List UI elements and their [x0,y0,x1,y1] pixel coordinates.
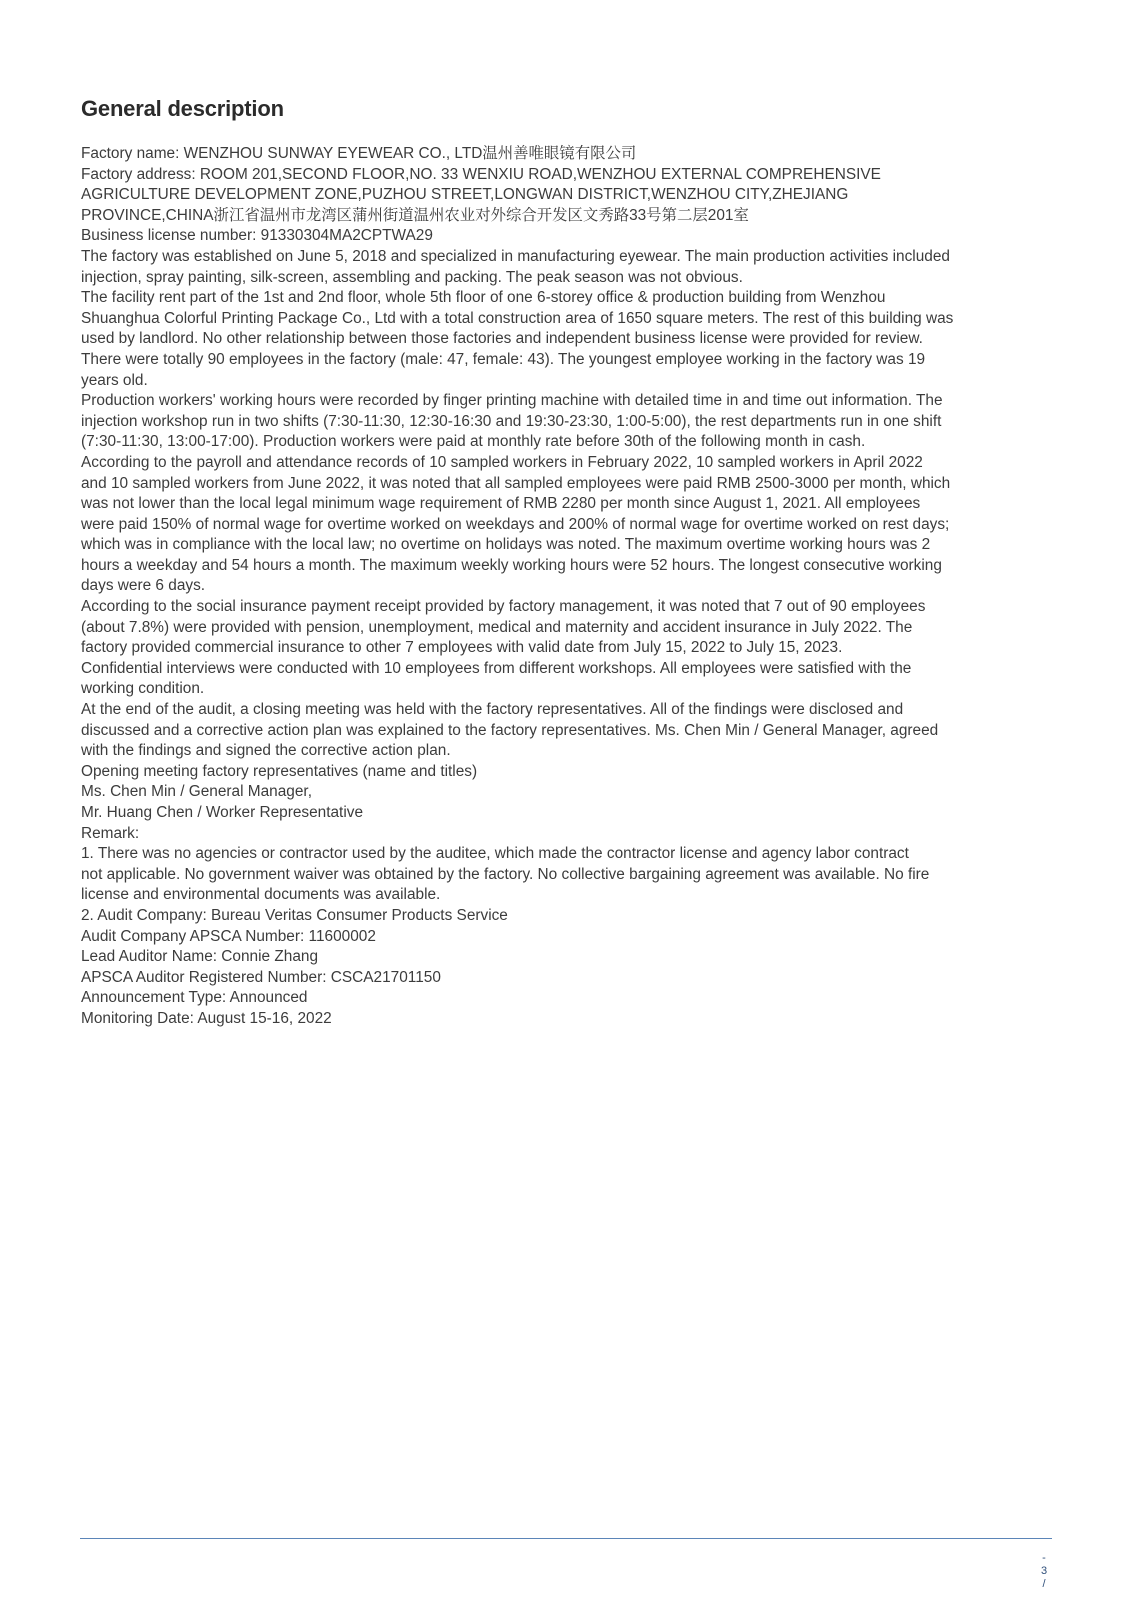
body-line: Audit Company APSCA Number: 11600002 [81,927,376,945]
body-line: which was in compliance with the local law; no overtime on holidays was noted. The maximum overtime working hours was 2 [81,536,931,554]
body-line: Factory address: ROOM 201,SECOND FLOOR,NO. 33 WENXIU ROAD,WENZHOU EXTERNAL COMPREHENSIVE [81,165,881,183]
body-line: The factory was established on June 5, 2018 and specialized in manufacturing eyewear. The main production activities included [81,247,950,265]
body-line: PROVINCE,CHINA浙江省温州市龙湾区蒲州街道温州农业对外综合开发区文秀路33号第二层201室 [81,206,749,224]
body-line: Opening meeting factory representatives (name and titles) [81,762,478,780]
body-line: working condition. [81,680,205,698]
body-line: (7:30-11:30, 13:00-17:00). Production workers were paid at monthly rate before 30th of the following month in cash. [81,433,866,451]
body-line: factory provided commercial insurance to other 7 employees with valid date from July 15, 2022 to July 15, 2023. [81,639,843,657]
body-line: Confidential interviews were conducted with 10 employees from different workshops. All employees were satisfied with the [81,659,912,677]
body-line: with the findings and signed the corrective action plan. [81,742,451,760]
page-number-mark: 3 [1040,1565,1048,1577]
body-line: Shuanghua Colorful Printing Package Co., Ltd with a total construction area of 1650 square meters. The rest of this building was [81,309,954,327]
page-number-mark: - [1042,1552,1046,1564]
body-line: Factory name: WENZHOU SUNWAY EYEWEAR CO., LTD温州善唯眼镜有限公司 [81,145,637,162]
body-line: Mr. Huang Chen / Worker Representative [81,804,364,821]
body-line: According to the payroll and attendance records of 10 sampled workers in February 2022, 10 sampled workers in April 2022 [81,453,923,471]
page-title: General description [81,96,284,121]
body-line: There were totally 90 employees in the factory (male: 47, female: 43). The youngest employee working in the factory was 19 [81,350,926,368]
body-line: not applicable. No government waiver was obtained by the factory. No collective bargaining agreement was available. No fire [81,865,930,883]
body-line: days were 6 days. [81,577,206,595]
body-line: 1. There was no agencies or contractor used by the auditee, which made the contractor license and agency labor contract [81,845,909,863]
body-line: were paid 150% of normal wage for overtime worked on weekdays and 200% of normal wage for overtime worked on rest days; [81,515,950,533]
body-line: The facility rent part of the 1st and 2nd floor, whole 5th floor of one 6-storey office & production building from Wenzhou [81,289,886,307]
body-line: injection workshop run in two shifts (7:30-11:30, 12:30-16:30 and 19:30-23:30, 1:00-5:00), the rest departments run in one shift [81,412,942,430]
body-line: hours a weekday and 54 hours a month. The maximum weekly working hours were 52 hours. The longest consecutive working [81,556,942,574]
page-number [1037,1552,1051,1591]
body-line: According to the social insurance payment receipt provided by factory management, it was noted that 7 out of 90 employees [81,598,926,616]
body-line: years old. [81,371,148,389]
body-line: used by landlord. No other relationship between those factories and independent business license were provided for review. [81,330,923,348]
body-line: Monitoring Date: August 15-16, 2022 [81,1009,332,1027]
body-line: discussed and a corrective action plan was explained to the factory representatives. Ms. Chen Min / General Manager, agreed [81,721,939,739]
footer-divider [80,1538,1052,1539]
body-line: was not lower than the local legal minimum wage requirement of RMB 2280 per month since August 1, 2021. All employees [81,495,921,513]
body-line: 2. Audit Company: Bureau Veritas Consumer Products Service [81,906,508,924]
body-line: license and environmental documents was available. [81,886,441,904]
body-line: (about 7.8%) were provided with pension, unemployment, medical and maternity and accident insurance in July 2022. The [81,618,913,636]
body-line: Ms. Chen Min / General Manager, [81,783,312,801]
body-line: At the end of the audit, a closing meeting was held with the factory representatives. All of the findings were disclosed and [81,701,904,719]
body-line: injection, spray painting, silk-screen, assembling and packing. The peak season was not obvious. [81,268,743,286]
body-line: Lead Auditor Name: Connie Zhang [81,948,318,966]
body-line: AGRICULTURE DEVELOPMENT ZONE,PUZHOU STREET,LONGWAN DISTRICT,WENZHOU CITY,ZHEJIANG [81,186,849,204]
body-line: Production workers' working hours were recorded by finger printing machine with detailed time in and time out information. The [81,392,943,410]
body-line: APSCA Auditor Registered Number: CSCA21701150 [81,968,441,986]
body-line: Remark: [81,824,140,842]
body-line: Business license number: 91330304MA2CPTWA29 [81,227,433,245]
body-line: Announcement Type: Announced [81,989,308,1007]
page-number-mark: / [1042,1578,1046,1590]
document-body [81,144,1056,1030]
body-line: and 10 sampled workers from June 2022, it was noted that all sampled employees were paid RMB 2500-3000 per month, which [81,474,951,492]
